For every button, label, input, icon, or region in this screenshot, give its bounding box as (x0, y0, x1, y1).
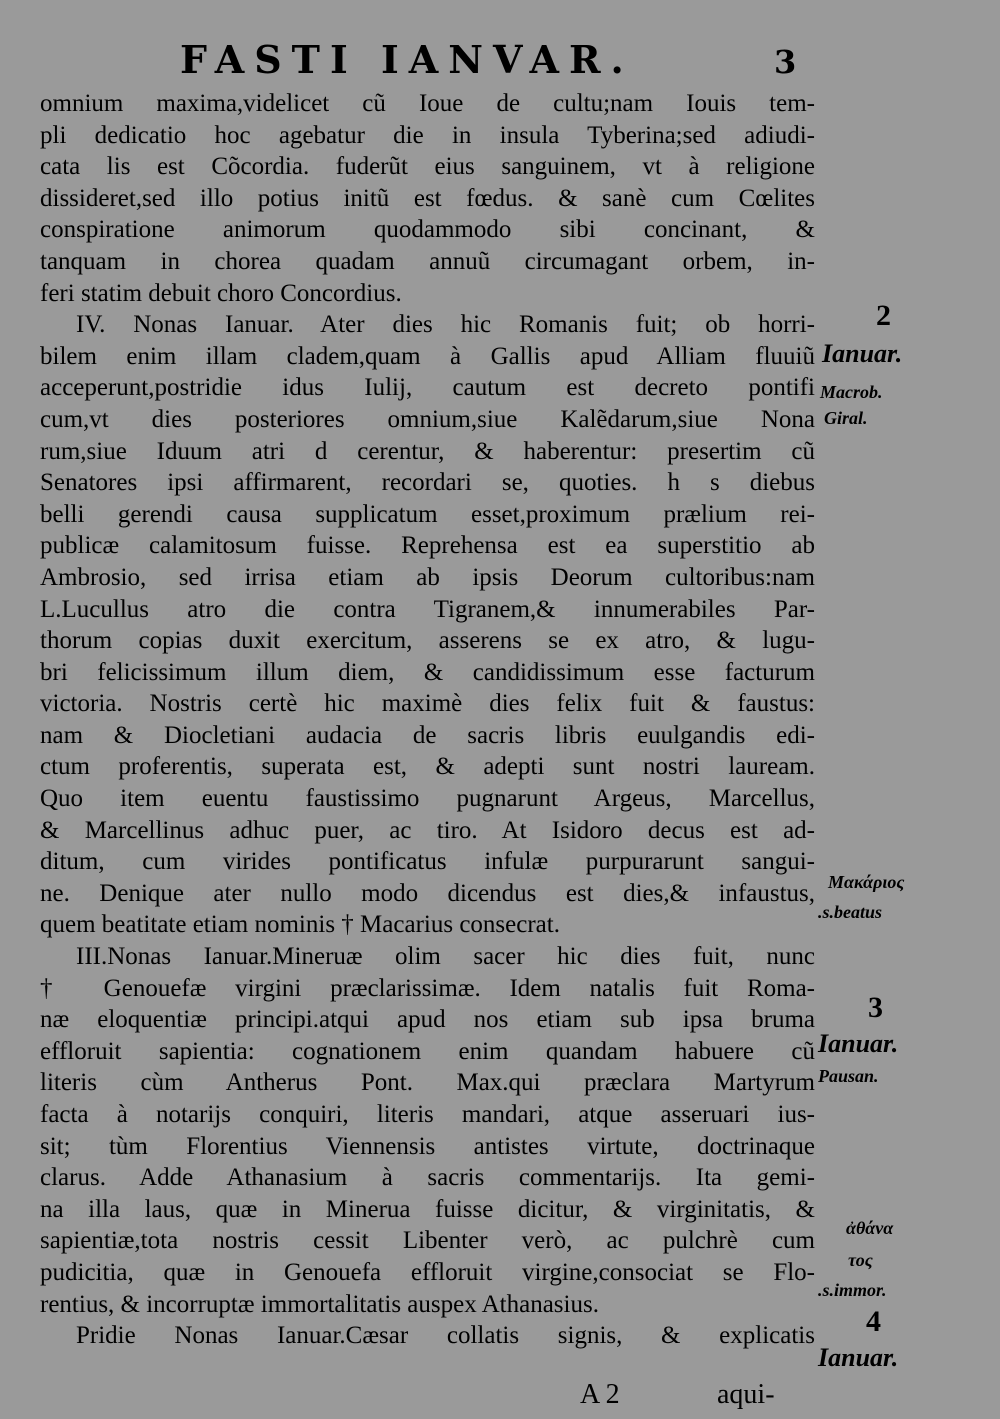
text-line: sapientiæ,tota nostris cessit Libenter verò, ac pulchrè cum (40, 1227, 815, 1255)
page-number: 3 (774, 43, 797, 81)
text-line: feri statim debuit choro Concordius. (40, 279, 402, 307)
text-line: III.Nonas Ianuar.Mineruæ olim sacer hic dies fuit, nunc (76, 943, 815, 971)
text-line: rentius, & incorruptæ immortalitatis auspex Athanasius. (40, 1290, 599, 1318)
margin-note-gloss: .s.immor. (818, 1280, 887, 1300)
text-line: publicæ calamitosum fuisse. Reprehensa est ea superstitio ab (40, 532, 815, 560)
margin-note-day: 2 (876, 299, 891, 332)
text-line: bri felicissimum illum diem, & candidissimum esse facturum (40, 658, 815, 686)
margin-note-day: 3 (868, 991, 883, 1024)
text-line: ne. Denique ater nullo modo dicendus est dies,& infaustus, (40, 879, 815, 907)
running-title: FASTI IANVAR. (180, 37, 634, 82)
text-line: Quo item euentu faustissimo pugnarunt Argeus, Marcellus, (40, 785, 815, 813)
text-line: næ eloquentiæ principi.atqui apud nos etiam sub ipsa bruma (40, 1006, 815, 1034)
text-line: belli gerendi causa supplicatum esset,proximum prælium rei- (40, 500, 815, 528)
margin-note-month: Ianuar. (818, 1029, 899, 1058)
text-line: IV. Nonas Ianuar. Ater dies hic Romanis fuit; ob horri- (76, 311, 815, 339)
text-line: dissideret,sed illo potius initũ est fœdus. & sanè cum Cœlites (40, 184, 815, 212)
margin-note-greek: ἀθάνα (846, 1218, 894, 1238)
text-line: L.Lucullus atro die contra Tigranem,& innumerabiles Par- (40, 595, 815, 623)
text-line: facta à notarijs conquiri, literis mandari, atque asseruari ius- (40, 1101, 815, 1128)
text-line: pli dedicatio hoc agebatur die in insula Tyberina;sed adiudi- (40, 121, 815, 149)
text-line: nam & Diocletiani audacia de sacris libris euulgandis edi- (40, 721, 815, 749)
text-line: Ambrosio, sed irrisa etiam ab ipsis Deorum cultoribus:nam (40, 563, 815, 591)
margin-note-month: Ianuar. (818, 1343, 899, 1372)
text-line: sit; tùm Florentius Viennensis antistes virtute, doctrinaque (40, 1132, 815, 1160)
text-line: acceperunt,postridie idus Iulij, cautum est decreto pontifi (40, 374, 815, 402)
text-line: literis cùm Antherus Pont. Max.qui præclara Martyrum (40, 1069, 815, 1097)
main-text-block (40, 88, 815, 1352)
text-line: Pridie Nonas Ianuar.Cæsar collatis signis, & explicatis (76, 1322, 815, 1350)
text-line: victoria. Nostris certè hic maximè dies felix fuit & faustus: (40, 690, 815, 718)
margin-note-month: Ianuar. (822, 339, 903, 368)
text-line: conspiratione animorum quodammodo sibi concinant, & (40, 216, 815, 244)
margin-note-source: Pausan. (818, 1066, 879, 1086)
text-line: clarus. Adde Athanasium à sacris commentarijs. Ita gemi- (40, 1164, 815, 1192)
margin-note-greek: Μακάριος (828, 872, 905, 892)
catchword-text: aqui- (717, 1379, 775, 1410)
margin-note-source: Giral. (824, 408, 868, 428)
text-line: quem beatitate etiam nominis † Macarius consecrat. (40, 911, 560, 939)
text-line: ditum, cum virides pontificatus infulæ purpurarunt sangui- (40, 848, 815, 876)
text-line: ctum proferentis, superata est, & adepti sunt nostri lauream. (40, 753, 815, 781)
text-line: effloruit sapientia: cognationem enim quandam habuere cũ (40, 1037, 815, 1065)
text-line: & Marcellinus adhuc puer, ac tiro. At Isidoro decus est ad- (40, 816, 815, 844)
text-line: † Genouefæ virgini præclarissimæ. Idem natalis fuit Roma- (40, 974, 815, 1002)
text-line: cata lis est Cõcordia. fuderũt eius sanguinem, vt à religione (40, 153, 815, 181)
margin-note-greek: τος (848, 1250, 873, 1270)
text-line: Senatores ipsi affirmarent, recordari se, quoties. h s diebus (40, 469, 815, 497)
footer-catchword (580, 1378, 780, 1412)
text-line: na illa laus, quæ in Minerua fuisse dicitur, & virginitatis, & (40, 1195, 815, 1223)
signature-mark: A 2 (580, 1379, 620, 1410)
text-line: bilem enim illam cladem,quam à Gallis apud Alliam fluuiũ (40, 342, 815, 370)
text-line: omnium maxima,videlicet cũ Ioue de cultu;nam Iouis tem- (40, 90, 815, 117)
text-line: rum,siue Iduum atri d cerentur, & haberentur: presertim cũ (40, 437, 815, 465)
margin-note-gloss: .s.beatus (818, 902, 883, 922)
margin-note-day: 4 (866, 1305, 881, 1338)
text-line: thorum copias duxit exercitum, asserens se ex atro, & lugu- (40, 627, 815, 655)
text-line: cum,vt dies posteriores omnium,siue Kalẽdarum,siue Nona (40, 405, 815, 433)
text-line: pudicitia, quæ in Genouefa effloruit virgine,consociat se Flo- (40, 1258, 815, 1286)
margin-note-source: Macrob. (820, 382, 883, 402)
text-line: tanquam in chorea quadam annuũ circumagant orbem, in- (40, 247, 815, 275)
